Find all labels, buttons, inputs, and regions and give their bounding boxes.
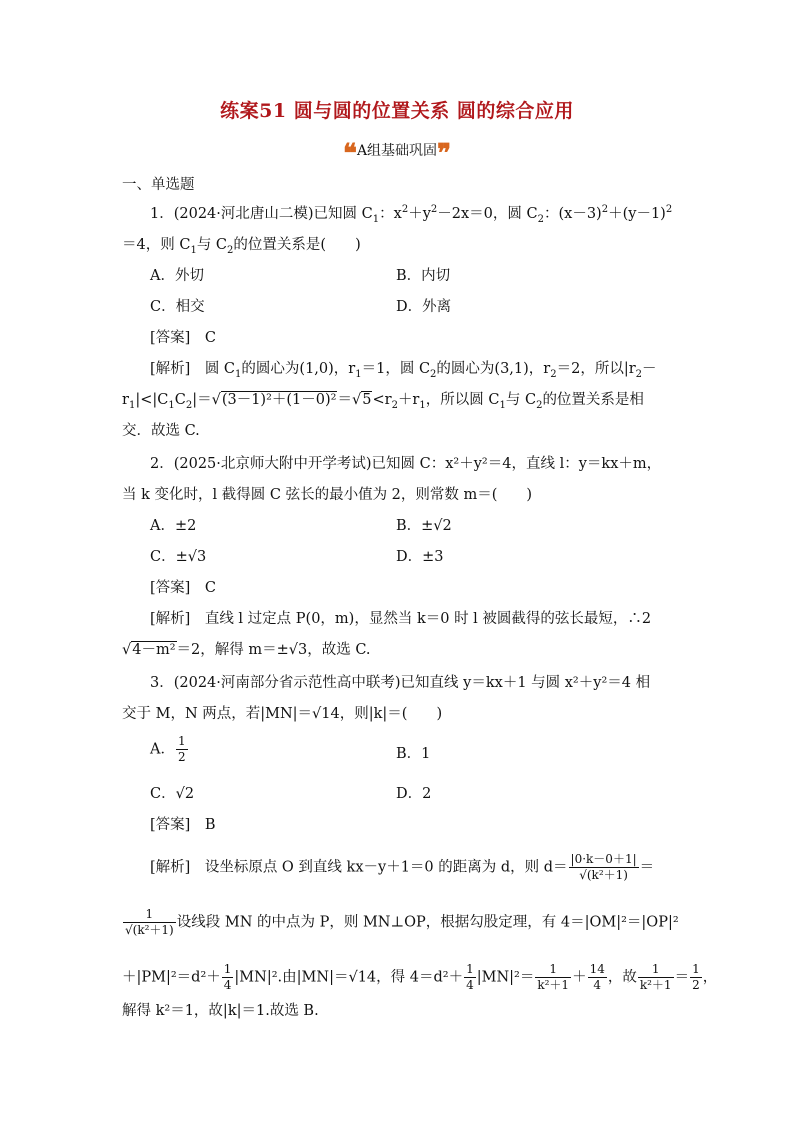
q3-option-b: B．1: [396, 746, 431, 762]
q1-answer: [答案] C: [150, 330, 216, 346]
q1-option-b: B．内切: [396, 268, 451, 284]
open-quote-icon: ❝: [342, 139, 357, 169]
q3-stem-line1: 3．(2024·河南部分省示范性高中联考)已知直线 y＝kx＋1 与圆 x²＋y²＝4 相: [150, 675, 651, 691]
q2-option-d: D．±3: [396, 549, 444, 565]
q3-analysis-line1: [解析] 设坐标原点 O 到直线 kx－y＋1＝0 的距离为 d，则 d＝ $\frac{|0\cdot k-0+1|}{\text{√(k²＋1)}}$ ＝: [150, 852, 655, 882]
section-heading: 一、单选题: [122, 177, 195, 193]
q2-analysis-line2: √4－m²＝2，解得 m＝±√3，故选 C.: [122, 642, 371, 658]
q3-stem-line2: 交于 M，N 两点，若|MN|＝√14，则|k|＝( ): [122, 706, 443, 722]
q3-analysis-line4: 解得 k²＝1，故|k|＝1.故选 B.: [122, 1003, 319, 1019]
q2-option-c: C．±√3: [150, 549, 207, 565]
q2-option-a: A．±2: [150, 518, 197, 534]
q1-analysis-line1: [解析] 圆 $C_1$的圆心为(1,0)，$r_1=1$，圆 $C_2$的圆心为(3,1)，$r_2=2$，所以$|r_2-$: [150, 361, 657, 380]
q3-option-c: C．√2: [150, 786, 195, 802]
q2-option-b: B．±√2: [396, 518, 452, 534]
page-title: 练案51 圆与圆的位置关系 圆的综合应用: [220, 100, 574, 122]
q3-option-a: A． $\frac{1}{2}$: [150, 734, 186, 764]
q3-answer: [答案] B: [150, 817, 216, 833]
q1-option-d: D．外离: [396, 299, 452, 315]
q1-analysis-line3: 交．故选 C.: [122, 423, 200, 439]
q3-option-d: D．2: [396, 786, 432, 802]
group-label: A组基础巩固: [356, 143, 438, 159]
q1-analysis-line2: $r_1|<|C_1C_2|=√(3-1)^2+(1-0)^2=√5<r_2+r_1$，所以圆 $C_1$与 $C_2$的位置关系是相: [122, 392, 644, 411]
close-quote-icon: ❞: [437, 139, 452, 169]
q2-stem-line2: 当 k 变化时，l 截得圆 C 弦长的最小值为 2，则常数 m＝( ): [122, 487, 533, 503]
q1-stem-line2: ＝4，则 $C_1$与 $C_2$的位置关系是( ): [122, 237, 361, 256]
group-heading: [0, 139, 794, 169]
q1-option-a: A．外切: [150, 268, 204, 284]
q2-stem-line1: 2．(2025·北京师大附中开学考试)已知圆 C：x²＋y²＝4，直线 l：y＝kx＋m，: [150, 456, 662, 472]
q1-option-c: C．相交: [150, 299, 205, 315]
q3-analysis-line2: $\frac{1}{\text{√(k²＋1)}}$ 设线段 MN 的中点为 P，则 MN⊥OP，根据勾股定理，有 4＝|OM|²＝|OP|²: [125, 907, 679, 937]
q2-analysis-line1: [解析] 直线 l 过定点 P(0，m)，显然当 k＝0 时 l 被圆截得的弦长最短，∴2: [150, 611, 652, 627]
q3-analysis-line3: ＋|PM|²＝d²＋ $\frac{1}{4}$ |MN|².由|MN|＝√14，得 4＝d²＋ $\frac{1}{4}$ |MN|²＝ $\frac{1}{\text{k²＋1}}$ ＋ $\frac{14}{4}$ ，故 $\frac{1}{\text{k²＋1}}$ ＝ $\frac{1}{2}$ ，: [122, 962, 718, 992]
q1-stem-line1: 1．(2024·河北唐山二模)已知圆 $C_1$：$x^2+y^2-2x=0$，圆 $C_2$：$(x-3)^2+(y-1)^2$: [150, 204, 673, 225]
q2-answer: [答案] C: [150, 580, 216, 596]
